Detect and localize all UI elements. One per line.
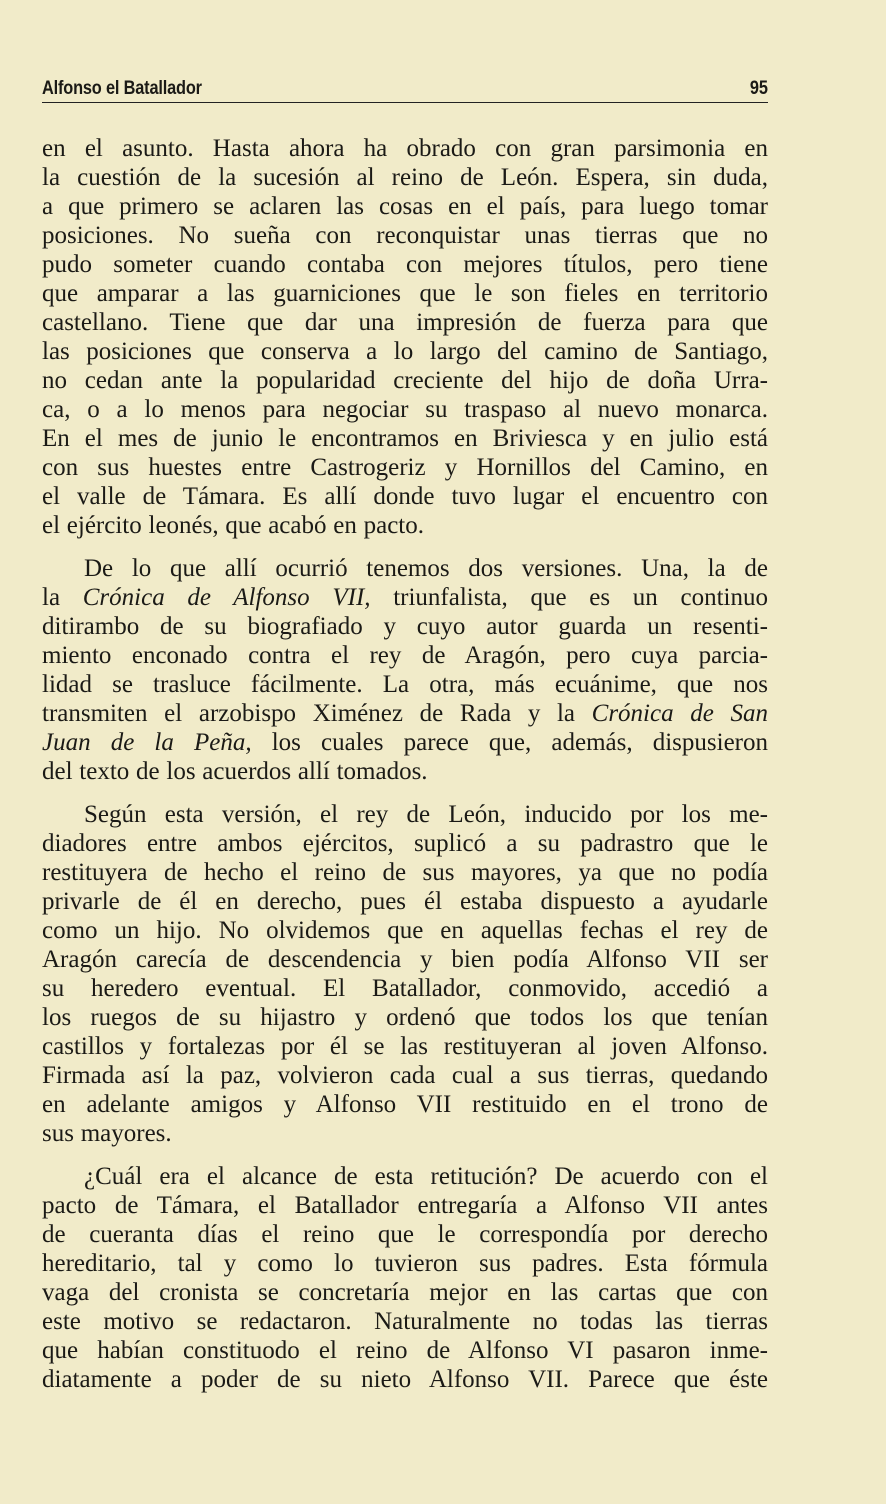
text-line: hereditario, tal y como lo tuvieron sus padres. Esta fórmula [42,1250,768,1277]
text-line: posiciones. No sueña con reconquistar unas tierras que no [42,222,768,249]
text-line: restituyera de hecho el reino de sus mayores, ya que no podía [42,859,768,886]
text-line: en el asunto. Hasta ahora ha obrado con gran parsimonia en [42,135,768,162]
paragraph-1 [42,134,768,540]
paragraph-3 [42,800,768,1148]
text-line: Según esta versión, el rey de León, inducido por los me- [84,801,768,828]
text-line: sus mayores. [42,1120,172,1147]
paragraph-4 [42,1162,768,1394]
text-line: Juan de la Peña, los cuales parece que, además, dispusieron [42,729,768,756]
text-line: los ruegos de su hijastro y ordenó que todos los que tenían [42,1004,768,1031]
text-line: castillos y fortalezas por él se las restituyeran al joven Alfonso. [42,1033,768,1060]
text-line: que amparar a las guarniciones que le son fieles en territorio [42,280,768,307]
text-line: en adelante amigos y Alfonso VII restituido en el trono de [42,1091,768,1118]
text-line: pacto de Támara, el Batallador entregaría a Alfonso VII antes [42,1192,768,1219]
italic-title: Crónica de Alfonso VII, [82,584,371,611]
text-line: pudo someter cuando contaba con mejores títulos, pero tiene [42,251,768,278]
italic-title: Crónica de San [591,700,768,727]
text-line: del texto de los acuerdos allí tomados. [42,758,428,785]
running-header [42,74,768,103]
text-line: diadores entre ambos ejércitos, suplicó a su padrastro que le [42,830,768,857]
text-line: transmiten el arzobispo Ximénez de Rada y la Crónica de San [42,700,768,727]
text-line: diatamente a poder de su nieto Alfonso VII. Parece que éste [42,1366,768,1393]
running-title: Alfonso el Batallador [42,78,202,99]
text-line: miento enconado contra el rey de Aragón, pero cuya parcia- [42,642,768,669]
text-line: con sus huestes entre Castrogeriz y Hornillos del Camino, en [42,454,768,481]
text-line: lidad se trasluce fácilmente. La otra, más ecuánime, que nos [42,671,768,698]
text-line: las posiciones que conserva a lo largo del camino de Santiago, [42,338,768,365]
text-line: En el mes de junio le encontramos en Briviesca y en julio está [42,425,768,452]
text-line: ¿Cuál era el alcance de esta retitución? De acuerdo con el [84,1163,768,1190]
text-line: que habían constituodo el reino de Alfonso VI pasaron inme- [42,1337,768,1364]
page-number: 95 [750,78,768,99]
italic-title: Juan de la Peña, [42,729,252,756]
text-line: ca, o a lo menos para negociar su traspaso al nuevo monarca. [42,396,768,423]
text-line: privarle de él en derecho, pues él estaba dispuesto a ayudarle [42,888,768,915]
text-line: Aragón carecía de descendencia y bien podía Alfonso VII ser [42,946,768,973]
text-line: la Crónica de Alfonso VII, triunfalista, que es un continuo [42,584,768,611]
text-body [42,134,768,1394]
text-line: de cueranta días el reino que le correspondía por derecho [42,1221,768,1248]
text-line: el valle de Támara. Es allí donde tuvo lugar el encuentro con [42,483,768,510]
text-line: a que primero se aclaren las cosas en el país, para luego tomar [42,193,768,220]
text-line: De lo que allí ocurrió tenemos dos versiones. Una, la de [84,555,768,582]
text-line: este motivo se redactaron. Naturalmente no todas las tierras [42,1308,768,1335]
text-line: el ejército leonés, que acabó en pacto. [42,512,424,539]
text-line: no cedan ante la popularidad creciente del hijo de doña Urra- [42,367,768,394]
text-line: ditirambo de su biografiado y cuyo autor guarda un resenti- [42,613,768,640]
text-line: Firmada así la paz, volvieron cada cual a sus tierras, quedando [42,1062,768,1089]
text-line: castellano. Tiene que dar una impresión de fuerza para que [42,309,768,336]
text-line: vaga del cronista se concretaría mejor en las cartas que con [42,1279,768,1306]
paragraph-2 [42,554,768,786]
text-line: la cuestión de la sucesión al reino de León. Espera, sin duda, [42,164,768,191]
text-line: como un hijo. No olvidemos que en aquellas fechas el rey de [42,917,768,944]
text-line: su heredero eventual. El Batallador, conmovido, accedió a [42,975,768,1002]
